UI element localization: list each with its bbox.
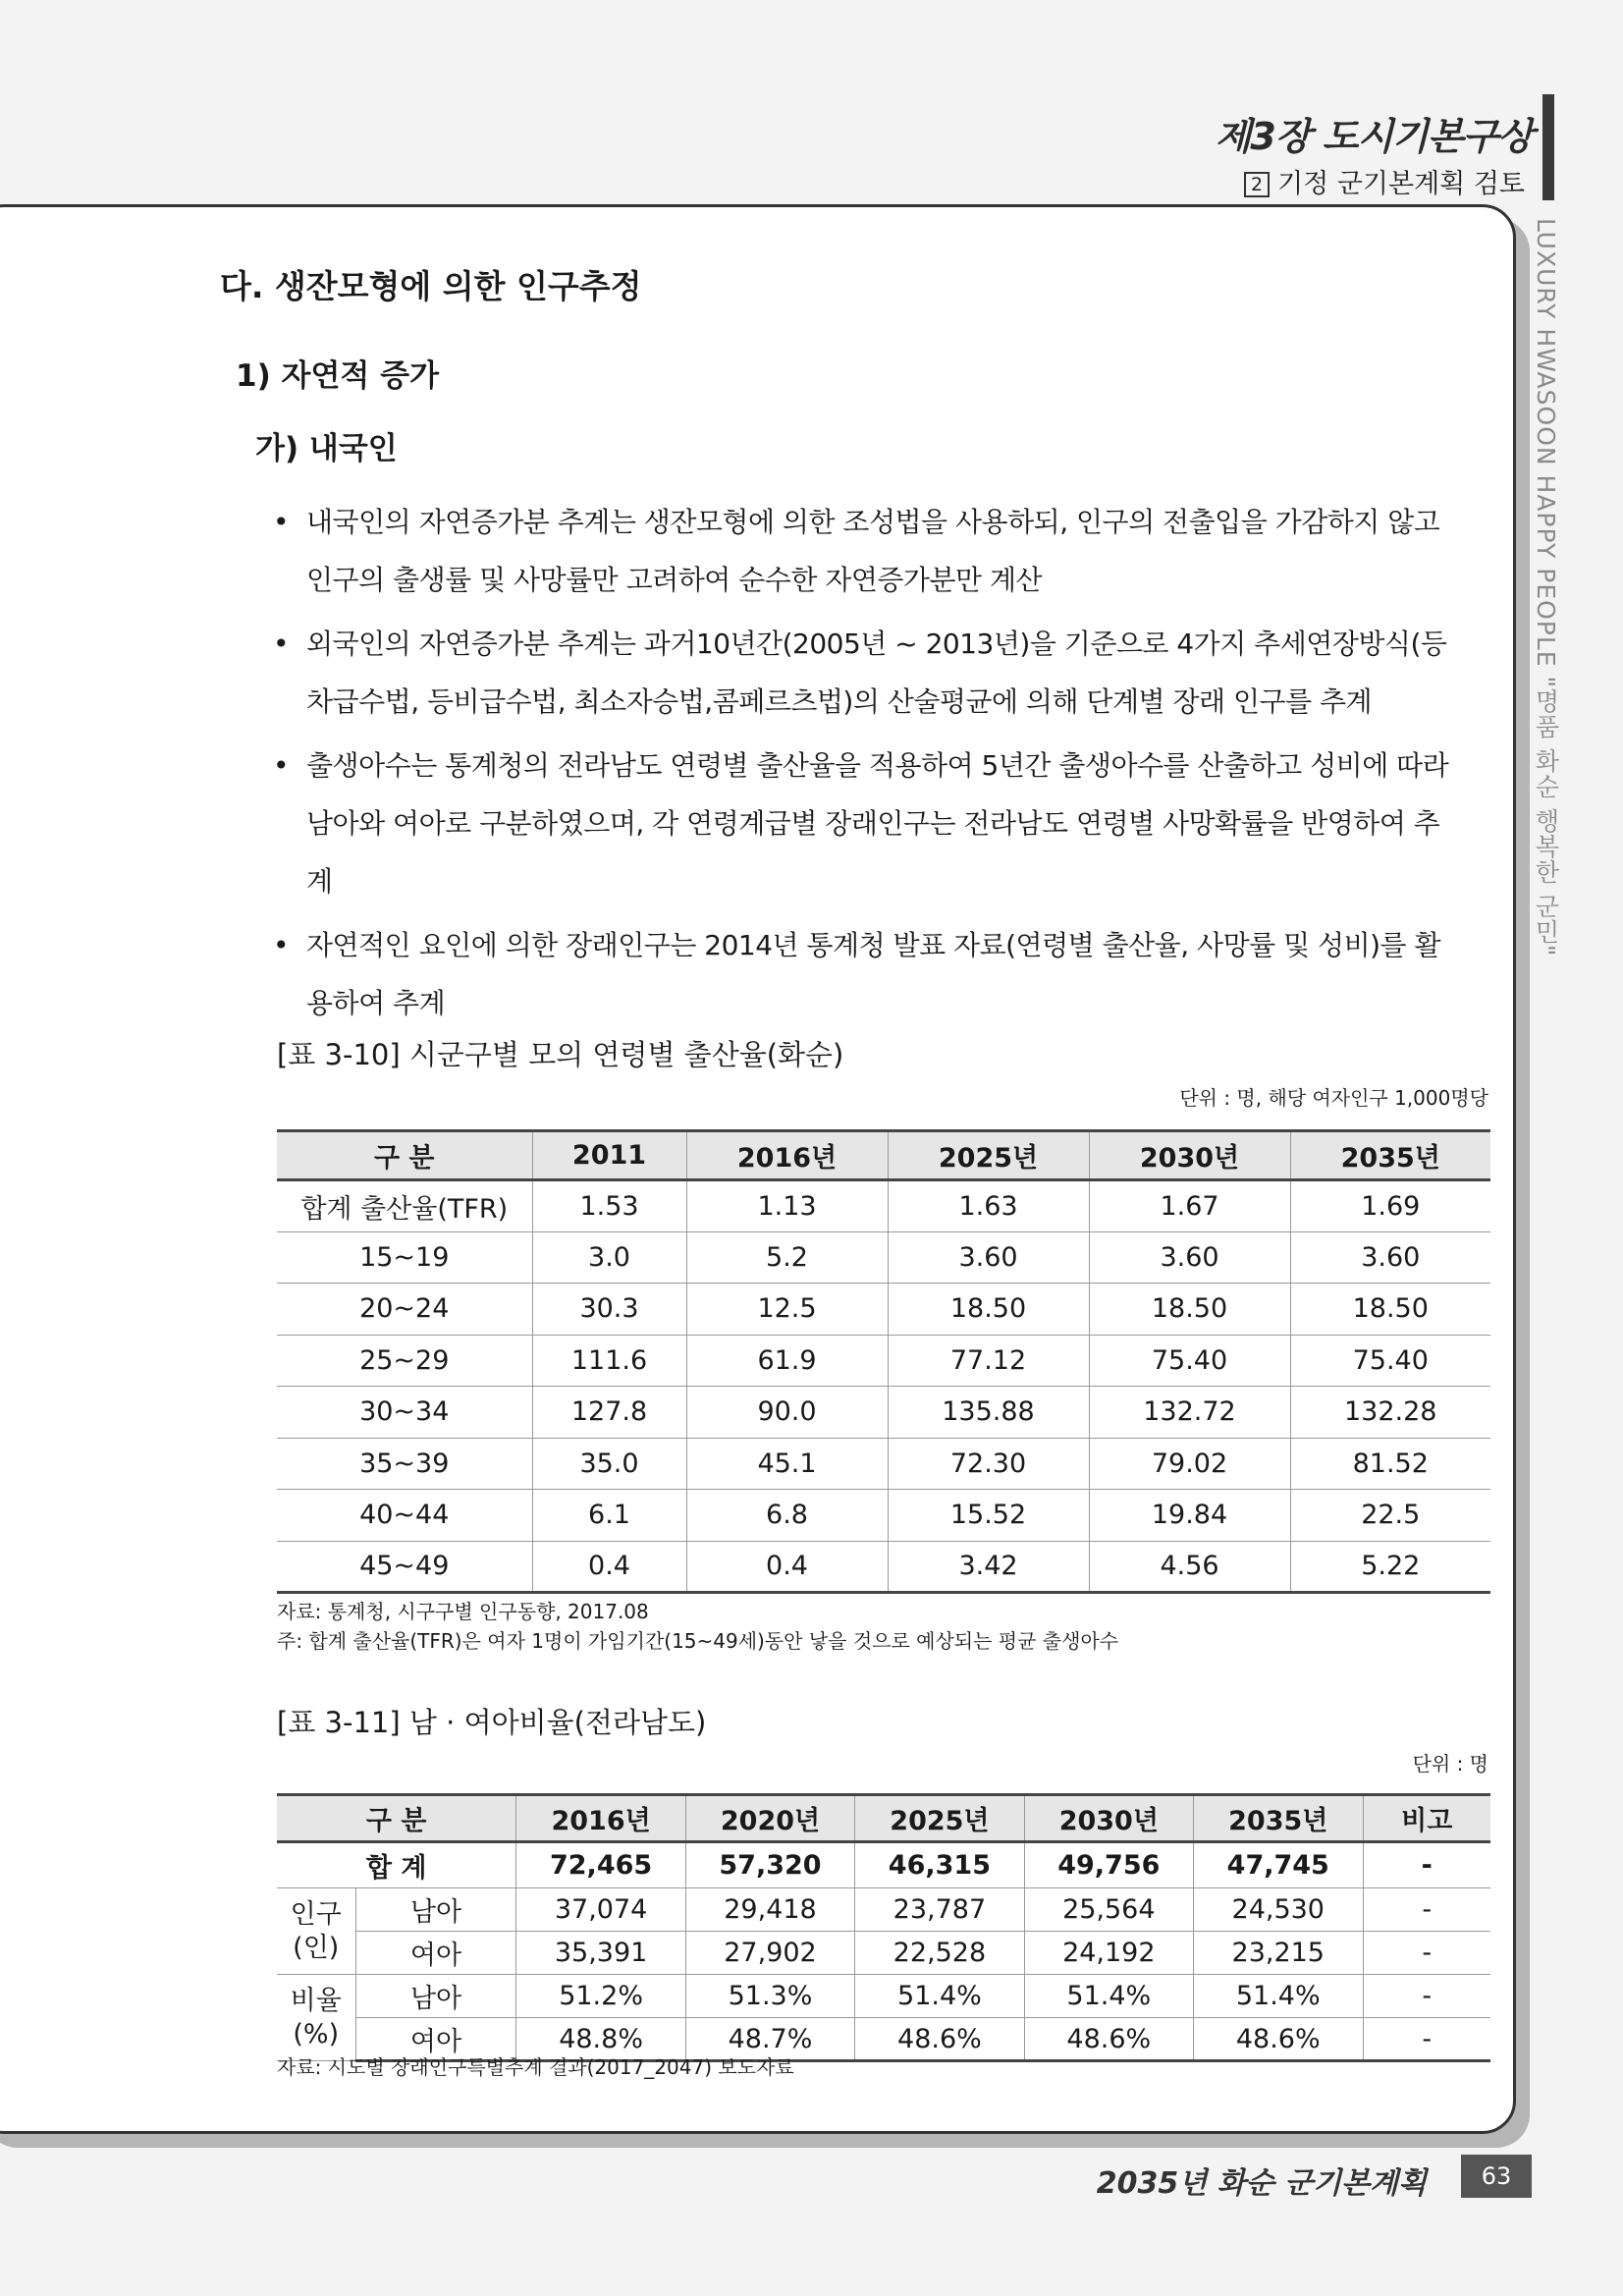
table-cell: 51.3% [685, 1975, 854, 2018]
table-header-cell: 구 분 [277, 1131, 532, 1180]
table-header-cell: 2025년 [888, 1131, 1089, 1180]
group-label [277, 1888, 355, 1975]
table-header-cell: 비고 [1363, 1795, 1490, 1842]
footer-title: 2035년 화순 군기본계획 [1096, 2166, 1427, 2201]
table-cell: 3.60 [1290, 1231, 1490, 1284]
table-cell: 48.6% [1024, 2018, 1193, 2061]
table-cell: - [1363, 1842, 1490, 1888]
table-row [277, 1387, 1490, 1439]
table-cell: 12.5 [686, 1284, 888, 1336]
table-cell: 46,315 [855, 1842, 1024, 1888]
row-label: 15~19 [277, 1231, 532, 1284]
table-cell: 24,192 [1024, 1932, 1193, 1975]
row-label: 합 계 [277, 1842, 516, 1888]
row-label: 20~24 [277, 1284, 532, 1336]
table-cell: 1.69 [1290, 1180, 1490, 1232]
table-cell: 15.52 [888, 1490, 1089, 1542]
row-label: 25~29 [277, 1335, 532, 1387]
table-cell: 111.6 [532, 1335, 686, 1387]
table-row [277, 1932, 1490, 1975]
table-cell: 23,787 [855, 1888, 1024, 1932]
table-header-row [277, 1131, 1490, 1180]
table-cell: 72,465 [516, 1842, 685, 1888]
table-cell: 18.50 [888, 1284, 1089, 1336]
table-header-cell: 2020년 [685, 1795, 854, 1842]
row-label: 40~44 [277, 1490, 532, 1542]
table-cell: 35,391 [516, 1932, 685, 1975]
section-title: 기정 군기본계획 검토 [1277, 169, 1525, 199]
chapter-title: 제3장 도시기본구상 [1215, 115, 1533, 158]
row-label: 합계 출산율(TFR) [277, 1180, 532, 1232]
table-header-cell: 2035년 [1194, 1795, 1363, 1842]
table-header-cell: 2035년 [1290, 1131, 1490, 1180]
page-number: 63 [1461, 2155, 1532, 2198]
table-cell: 29,418 [685, 1888, 854, 1932]
table-cell: - [1363, 1888, 1490, 1932]
table-header-cell: 2025년 [855, 1795, 1024, 1842]
table1-source: 자료: 통계청, 시구구별 인구동향, 2017.08 [277, 1600, 649, 1623]
table-cell: 18.50 [1089, 1284, 1290, 1336]
table-cell: 25,564 [1024, 1888, 1193, 1932]
header-accent-bar [1542, 94, 1554, 200]
bullet-item: • 출생아수는 통계청의 전라남도 연령별 출산율을 적용하여 5년간 출생아수를 산출하고 성비에 따라 남아와 여아로 구분하였으며, 각 연령계급별 장래인구는 전라남도 연령별 사망확률을 반영하여 추계 [273, 737, 1451, 910]
table-cell: 57,320 [685, 1842, 854, 1888]
table-header-cell: 2016년 [516, 1795, 685, 1842]
table-cell: 18.50 [1290, 1284, 1490, 1336]
table-cell: 72.30 [888, 1438, 1089, 1490]
table-cell: 132.28 [1290, 1387, 1490, 1439]
table-row [277, 1888, 1490, 1932]
row-label: 30~34 [277, 1387, 532, 1439]
table-header-cell: 구 분 [277, 1795, 516, 1842]
table-cell: 51.2% [516, 1975, 685, 2018]
table2-unit: 단위 : 명 [1412, 1752, 1488, 1776]
sex-ratio-table [277, 1793, 1490, 2062]
group-label-bottom: (인) [293, 1932, 340, 1963]
table-row [277, 1231, 1490, 1284]
bullet-item: • 외국인의 자연증가분 추계는 과거10년간(2005년 ~ 2013년)을 기준으로 4가지 추세연장방식(등차급수법, 등비급수법, 최소자승법,콤페르츠법)의 산술평균에 의해 단계별 장래 인구를 추계 [273, 615, 1451, 731]
table-row [277, 1438, 1490, 1490]
table-cell: 3.0 [532, 1231, 686, 1284]
table1-title: [표 3-10] 시군구별 모의 연령별 출산율(화순) [277, 1038, 844, 1071]
section-number-box: 2 [1244, 172, 1270, 197]
group-label-top: 인구 [290, 1898, 342, 1930]
table-cell: 3.60 [1089, 1231, 1290, 1284]
heading-item: 가) 내국인 [255, 431, 398, 466]
table-cell: 77.12 [888, 1335, 1089, 1387]
table-cell: 3.60 [888, 1231, 1089, 1284]
table-cell: 6.1 [532, 1490, 686, 1542]
table-cell: 1.63 [888, 1180, 1089, 1232]
group-label [277, 1975, 355, 2061]
table-header-row [277, 1795, 1490, 1842]
table2-title: [표 3-11] 남 · 여아비율(전라남도) [277, 1706, 707, 1739]
table-cell: 22,528 [855, 1932, 1024, 1975]
table-cell: 6.8 [686, 1490, 888, 1542]
sub-label: 여아 [355, 2018, 516, 2061]
table-header-cell: 2030년 [1024, 1795, 1193, 1842]
table-row [277, 1284, 1490, 1336]
table-cell: 51.4% [1024, 1975, 1193, 2018]
table-cell: 5.22 [1290, 1541, 1490, 1593]
side-slogan: LUXURY HWASOON HAPPY PEOPLE "명품 화순 행복한 군민" [1532, 218, 1560, 957]
table-header-cell: 2011 [532, 1131, 686, 1180]
table-cell: 48.7% [685, 2018, 854, 2061]
table-row [277, 1335, 1490, 1387]
table-cell: 90.0 [686, 1387, 888, 1439]
table-cell: 49,756 [1024, 1842, 1193, 1888]
group-label-bottom: (%) [293, 2018, 340, 2050]
table-cell: 47,745 [1194, 1842, 1363, 1888]
heading-subsection: 1) 자연적 증가 [236, 358, 440, 394]
table-row [277, 1490, 1490, 1542]
table-header-cell: 2016년 [686, 1131, 888, 1180]
table-cell: 48.6% [1194, 2018, 1363, 2061]
table-cell: 75.40 [1290, 1335, 1490, 1387]
table-cell: 51.4% [1194, 1975, 1363, 2018]
table-cell: 48.6% [855, 2018, 1024, 2061]
table-cell: - [1363, 2018, 1490, 2061]
table-cell: 19.84 [1089, 1490, 1290, 1542]
table-cell: 81.52 [1290, 1438, 1490, 1490]
table-cell: 48.8% [516, 2018, 685, 2061]
table-cell: 0.4 [686, 1541, 888, 1593]
table-cell: 24,530 [1194, 1888, 1363, 1932]
bullet-list [273, 493, 1451, 1038]
table2-source: 자료: 시도별 장래인구특별추계 결과(2017_2047) 보도자료 [277, 2055, 794, 2079]
table-row-total [277, 1842, 1490, 1888]
table-cell: 0.4 [532, 1541, 686, 1593]
table-cell: 132.72 [1089, 1387, 1290, 1439]
group-label-top: 비율 [290, 1985, 342, 2016]
table-cell: 1.53 [532, 1180, 686, 1232]
sub-label: 남아 [355, 1888, 516, 1932]
table-cell: 51.4% [855, 1975, 1024, 2018]
table1-footnote: 주: 합계 출산율(TFR)은 여자 1명이 가임기간(15~49세)동안 낳을 것으로 예상되는 평균 출생아수 [277, 1629, 1119, 1653]
fertility-table [277, 1129, 1490, 1594]
table-cell: 75.40 [1089, 1335, 1290, 1387]
table-cell: 3.42 [888, 1541, 1089, 1593]
table-cell: - [1363, 1932, 1490, 1975]
row-label: 35~39 [277, 1438, 532, 1490]
table-cell: 5.2 [686, 1231, 888, 1284]
section-subtitle [1244, 162, 1525, 200]
table-cell: 1.67 [1089, 1180, 1290, 1232]
heading-section: 다. 생잔모형에 의한 인구추정 [220, 267, 642, 305]
table-cell: 1.13 [686, 1180, 888, 1232]
table-cell: 61.9 [686, 1335, 888, 1387]
sub-label: 남아 [355, 1975, 516, 2018]
table-cell: 135.88 [888, 1387, 1089, 1439]
table-cell: 127.8 [532, 1387, 686, 1439]
table-cell: 30.3 [532, 1284, 686, 1336]
table-cell: 79.02 [1089, 1438, 1290, 1490]
table-row [277, 1975, 1490, 2018]
table1-unit: 단위 : 명, 해당 여자인구 1,000명당 [1179, 1086, 1488, 1110]
table-cell: 4.56 [1089, 1541, 1290, 1593]
bullet-item: • 자연적인 요인에 의한 장래인구는 2014년 통계청 발표 자료(연령별 출산율, 사망률 및 성비)를 활용하여 추계 [273, 916, 1451, 1032]
table-row [277, 1541, 1490, 1593]
table-header-cell: 2030년 [1089, 1131, 1290, 1180]
sub-label: 여아 [355, 1932, 516, 1975]
row-label: 45~49 [277, 1541, 532, 1593]
table-cell: - [1363, 1975, 1490, 2018]
table-cell: 22.5 [1290, 1490, 1490, 1542]
bullet-item: • 내국인의 자연증가분 추계는 생잔모형에 의한 조성법을 사용하되, 인구의 전출입을 가감하지 않고 인구의 출생률 및 사망률만 고려하여 순수한 자연증가분만 계산 [273, 493, 1451, 609]
table-cell: 45.1 [686, 1438, 888, 1490]
table-cell: 23,215 [1194, 1932, 1363, 1975]
table-cell: 35.0 [532, 1438, 686, 1490]
table-cell: 27,902 [685, 1932, 854, 1975]
table-row [277, 1180, 1490, 1232]
table-cell: 37,074 [516, 1888, 685, 1932]
